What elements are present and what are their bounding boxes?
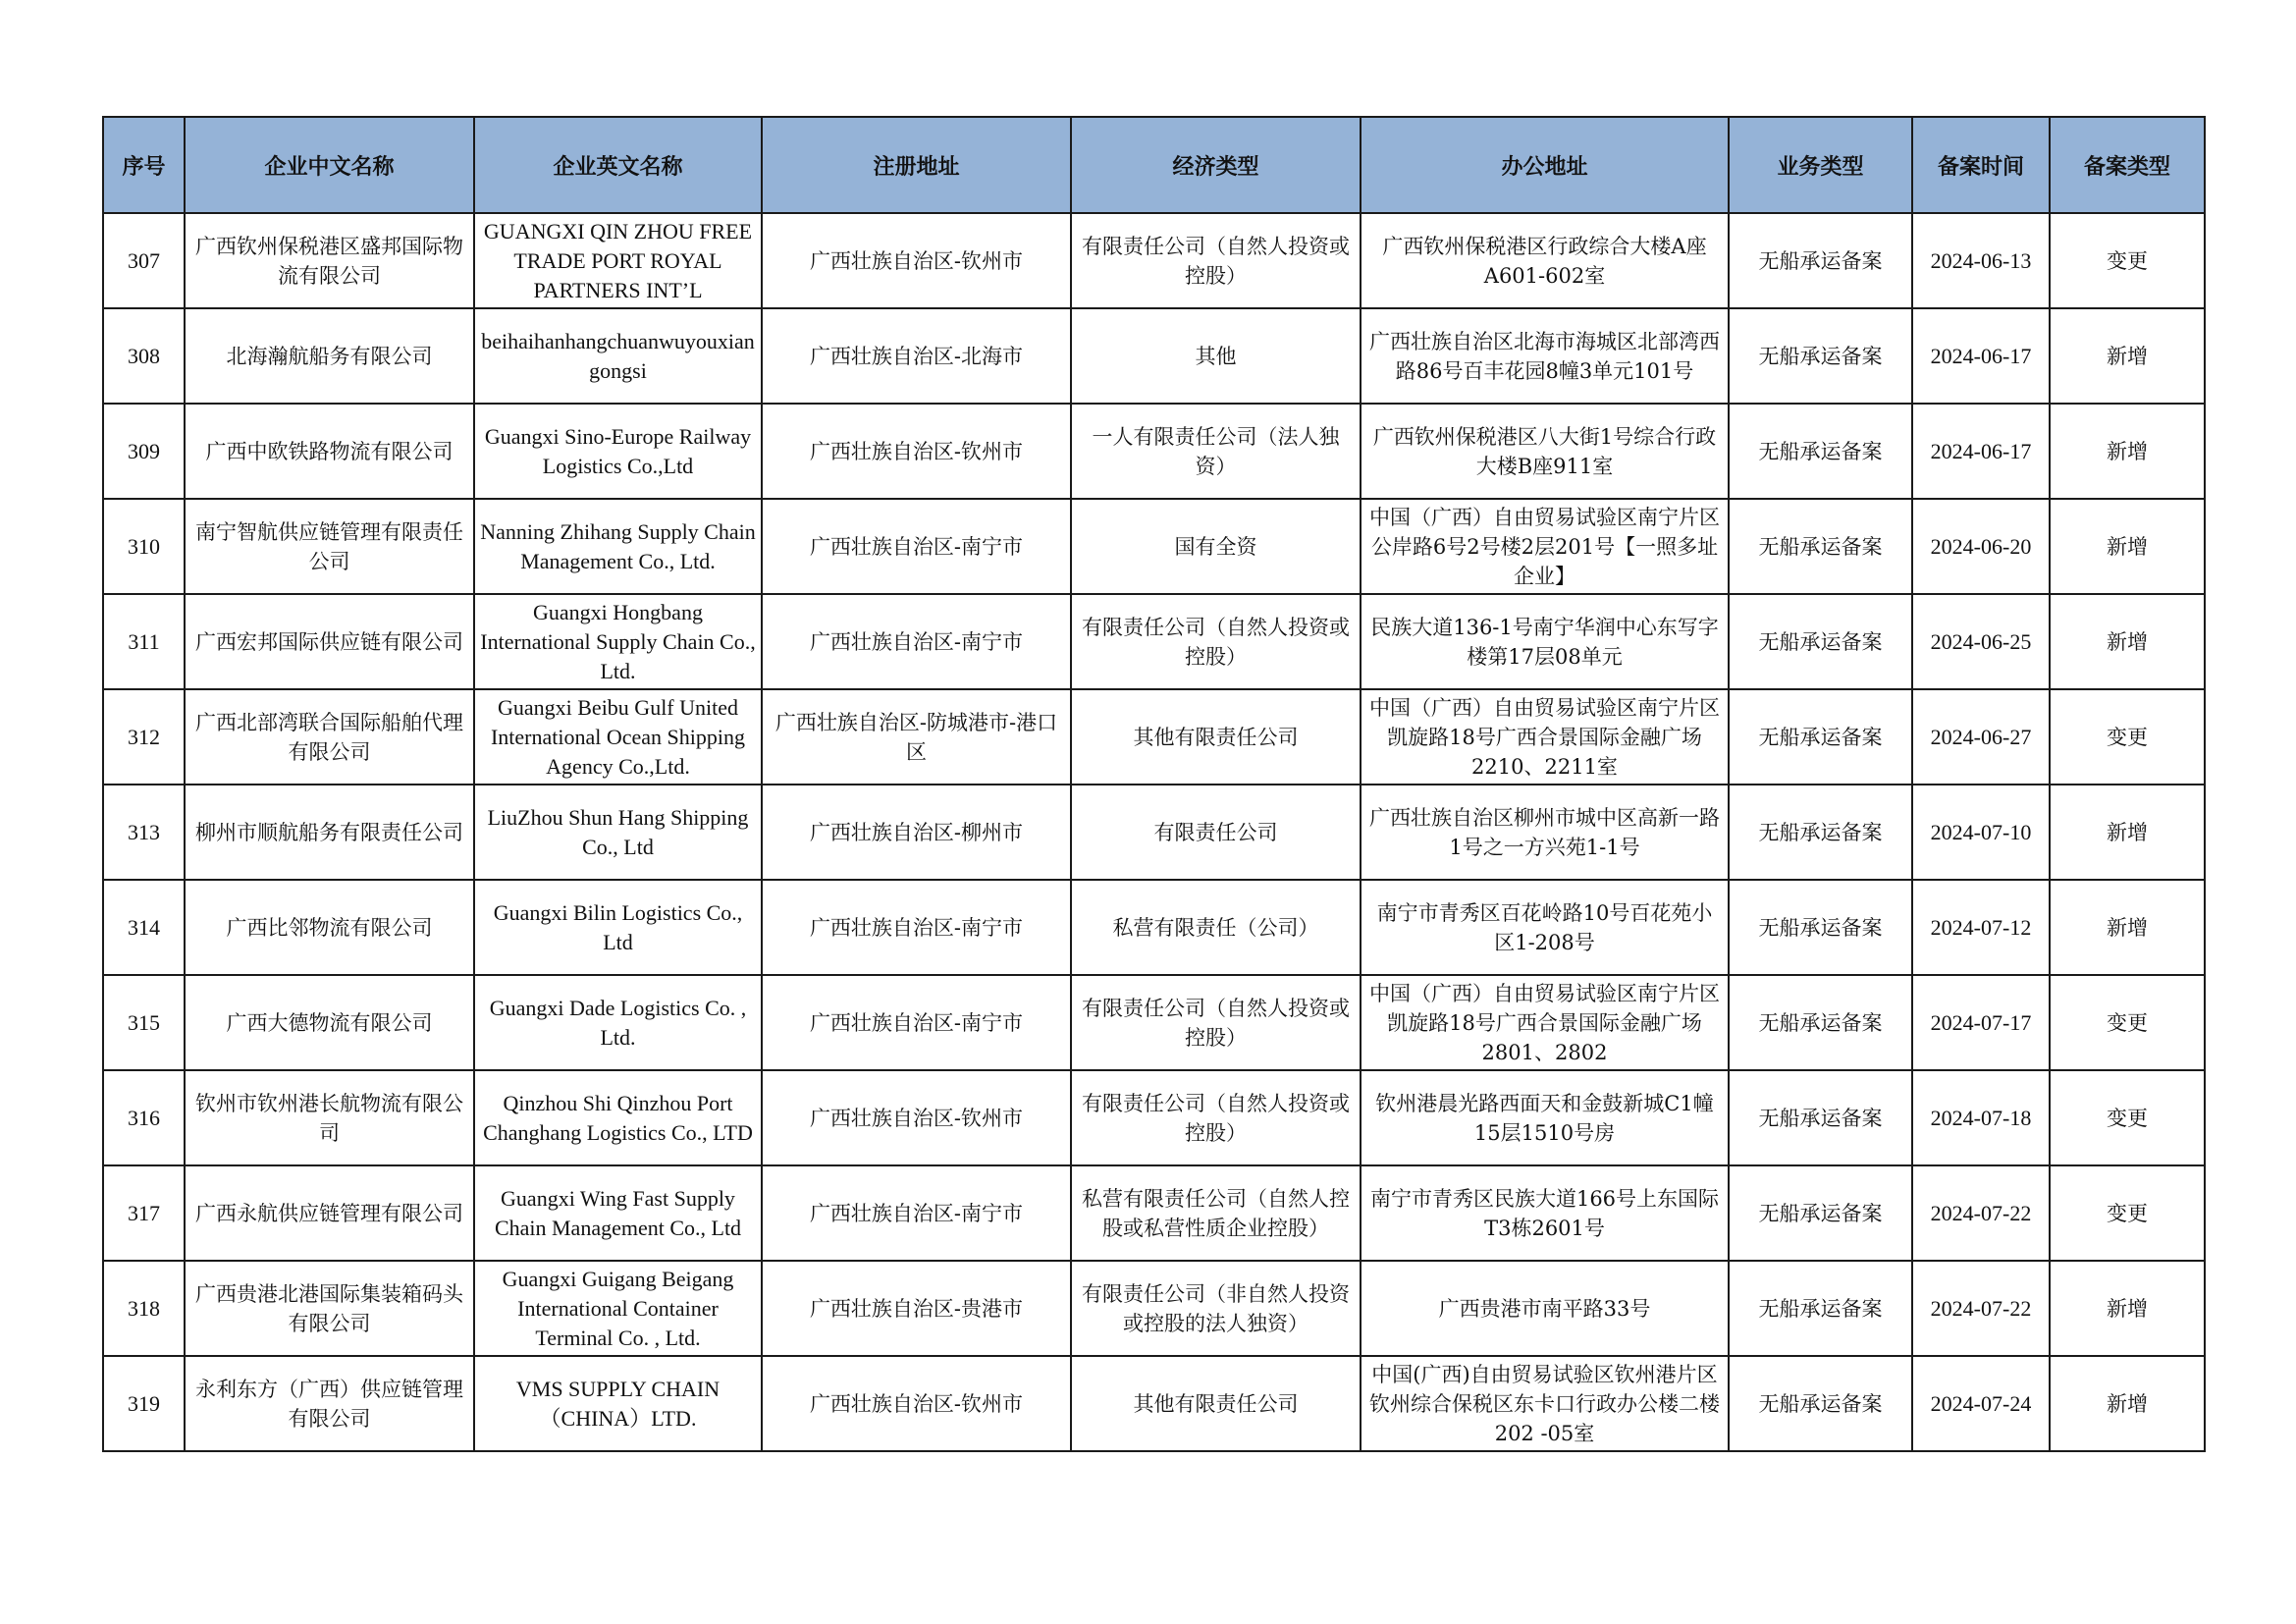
- cell-reg-address: 广西壮族自治区-柳州市: [762, 785, 1071, 880]
- cell-record-type: 新增: [2050, 404, 2205, 499]
- cell-econ-type: 国有全资: [1071, 499, 1361, 594]
- table-row: [103, 308, 2205, 404]
- cell-business-type: 无船承运备案: [1729, 1165, 1912, 1261]
- cell-reg-address: 广西壮族自治区-钦州市: [762, 1070, 1071, 1165]
- cell-reg-address: 广西壮族自治区-钦州市: [762, 213, 1071, 308]
- table-row: [103, 594, 2205, 689]
- cell-business-type: 无船承运备案: [1729, 689, 1912, 785]
- cell-reg-address: 广西壮族自治区-贵港市: [762, 1261, 1071, 1356]
- cell-econ-type: 其他: [1071, 308, 1361, 404]
- header-en-name: 企业英文名称: [474, 117, 762, 213]
- cell-business-type: 无船承运备案: [1729, 594, 1912, 689]
- cell-econ-type: 私营有限责任公司（自然人控股或私营性质企业控股）: [1071, 1165, 1361, 1261]
- cell-office-address: 南宁市青秀区民族大道166号上东国际T3栋2601号: [1361, 1165, 1729, 1261]
- cell-seq: 319: [103, 1356, 185, 1451]
- cell-seq: 307: [103, 213, 185, 308]
- cell-business-type: 无船承运备案: [1729, 1261, 1912, 1356]
- cell-cn-name: 广西永航供应链管理有限公司: [185, 1165, 474, 1261]
- cell-en-name: Guangxi Bilin Logistics Co., Ltd: [474, 880, 762, 975]
- table-row: [103, 689, 2205, 785]
- cell-econ-type: 有限责任公司: [1071, 785, 1361, 880]
- table-row: [103, 1070, 2205, 1165]
- cell-record-type: 新增: [2050, 308, 2205, 404]
- cell-econ-type: 一人有限责任公司（法人独资）: [1071, 404, 1361, 499]
- cell-business-type: 无船承运备案: [1729, 499, 1912, 594]
- table-row: [103, 499, 2205, 594]
- cell-office-address: 中国（广西）自由贸易试验区南宁片区凯旋路18号广西合景国际金融广场2210、2211室: [1361, 689, 1729, 785]
- cell-seq: 308: [103, 308, 185, 404]
- registry-table: [102, 116, 2206, 1452]
- table-row: [103, 1165, 2205, 1261]
- cell-en-name: GUANGXI QIN ZHOU FREE TRADE PORT ROYAL PARTNERS INT’L: [474, 213, 762, 308]
- cell-record-type: 变更: [2050, 1165, 2205, 1261]
- cell-reg-address: 广西壮族自治区-钦州市: [762, 1356, 1071, 1451]
- cell-cn-name: 钦州市钦州港长航物流有限公司: [185, 1070, 474, 1165]
- cell-record-type: 新增: [2050, 785, 2205, 880]
- cell-business-type: 无船承运备案: [1729, 213, 1912, 308]
- header-cn-name: 企业中文名称: [185, 117, 474, 213]
- cell-business-type: 无船承运备案: [1729, 308, 1912, 404]
- cell-office-address: 中国(广西)自由贸易试验区钦州港片区钦州综合保税区东卡口行政办公楼二楼202 -05室: [1361, 1356, 1729, 1451]
- cell-record-date: 2024-06-13: [1912, 213, 2050, 308]
- cell-seq: 316: [103, 1070, 185, 1165]
- cell-record-date: 2024-07-24: [1912, 1356, 2050, 1451]
- cell-record-date: 2024-06-17: [1912, 308, 2050, 404]
- cell-record-date: 2024-06-27: [1912, 689, 2050, 785]
- cell-en-name: VMS SUPPLY CHAIN （CHINA）LTD.: [474, 1356, 762, 1451]
- cell-record-date: 2024-07-17: [1912, 975, 2050, 1070]
- cell-record-type: 变更: [2050, 213, 2205, 308]
- cell-cn-name: 广西中欧铁路物流有限公司: [185, 404, 474, 499]
- cell-en-name: Guangxi Hongbang International Supply Chain Co., Ltd.: [474, 594, 762, 689]
- cell-seq: 315: [103, 975, 185, 1070]
- cell-seq: 313: [103, 785, 185, 880]
- cell-cn-name: 南宁智航供应链管理有限责任公司: [185, 499, 474, 594]
- cell-record-type: 新增: [2050, 880, 2205, 975]
- cell-record-date: 2024-06-25: [1912, 594, 2050, 689]
- cell-econ-type: 有限责任公司（自然人投资或控股）: [1071, 1070, 1361, 1165]
- cell-record-date: 2024-06-17: [1912, 404, 2050, 499]
- cell-en-name: Guangxi Beibu Gulf United International Ocean Shipping Agency Co.,Ltd.: [474, 689, 762, 785]
- cell-en-name: Guangxi Guigang Beigang International Container Terminal Co. , Ltd.: [474, 1261, 762, 1356]
- cell-cn-name: 北海瀚航船务有限公司: [185, 308, 474, 404]
- cell-seq: 309: [103, 404, 185, 499]
- table-row: [103, 880, 2205, 975]
- cell-reg-address: 广西壮族自治区-南宁市: [762, 594, 1071, 689]
- cell-record-date: 2024-07-10: [1912, 785, 2050, 880]
- header-seq: 序号: [103, 117, 185, 213]
- cell-en-name: beihaihanhangchuanwuyouxiangongsi: [474, 308, 762, 404]
- cell-seq: 310: [103, 499, 185, 594]
- cell-office-address: 民族大道136-1号南宁华润中心东写字楼第17层08单元: [1361, 594, 1729, 689]
- cell-cn-name: 广西钦州保税港区盛邦国际物流有限公司: [185, 213, 474, 308]
- cell-cn-name: 广西大德物流有限公司: [185, 975, 474, 1070]
- header-office-address: 办公地址: [1361, 117, 1729, 213]
- table-row: [103, 404, 2205, 499]
- cell-business-type: 无船承运备案: [1729, 404, 1912, 499]
- cell-office-address: 广西壮族自治区柳州市城中区高新一路1号之一方兴苑1-1号: [1361, 785, 1729, 880]
- cell-cn-name: 永利东方（广西）供应链管理有限公司: [185, 1356, 474, 1451]
- cell-business-type: 无船承运备案: [1729, 785, 1912, 880]
- cell-seq: 317: [103, 1165, 185, 1261]
- cell-record-type: 新增: [2050, 499, 2205, 594]
- cell-office-address: 中国（广西）自由贸易试验区南宁片区公岸路6号2号楼2层201号【一照多址企业】: [1361, 499, 1729, 594]
- cell-reg-address: 广西壮族自治区-防城港市-港口区: [762, 689, 1071, 785]
- cell-cn-name: 柳州市顺航船务有限责任公司: [185, 785, 474, 880]
- cell-cn-name: 广西贵港北港国际集装箱码头有限公司: [185, 1261, 474, 1356]
- cell-reg-address: 广西壮族自治区-北海市: [762, 308, 1071, 404]
- cell-reg-address: 广西壮族自治区-南宁市: [762, 499, 1071, 594]
- cell-econ-type: 其他有限责任公司: [1071, 1356, 1361, 1451]
- cell-record-date: 2024-07-22: [1912, 1165, 2050, 1261]
- cell-record-type: 新增: [2050, 1261, 2205, 1356]
- cell-record-type: 变更: [2050, 689, 2205, 785]
- cell-econ-type: 私营有限责任（公司）: [1071, 880, 1361, 975]
- cell-office-address: 广西壮族自治区北海市海城区北部湾西路86号百丰花园8幢3单元101号: [1361, 308, 1729, 404]
- table-row: [103, 975, 2205, 1070]
- cell-cn-name: 广西宏邦国际供应链有限公司: [185, 594, 474, 689]
- header-row: [103, 117, 2205, 213]
- cell-en-name: Nanning Zhihang Supply Chain Management Co., Ltd.: [474, 499, 762, 594]
- cell-office-address: 广西钦州保税港区行政综合大楼A座A601-602室: [1361, 213, 1729, 308]
- cell-record-type: 变更: [2050, 1070, 2205, 1165]
- cell-record-date: 2024-07-22: [1912, 1261, 2050, 1356]
- cell-en-name: Guangxi Dade Logistics Co. , Ltd.: [474, 975, 762, 1070]
- cell-record-date: 2024-06-20: [1912, 499, 2050, 594]
- cell-record-type: 变更: [2050, 975, 2205, 1070]
- table-row: [103, 1356, 2205, 1451]
- cell-cn-name: 广西比邻物流有限公司: [185, 880, 474, 975]
- cell-business-type: 无船承运备案: [1729, 880, 1912, 975]
- cell-econ-type: 有限责任公司（自然人投资或控股）: [1071, 594, 1361, 689]
- header-reg-address: 注册地址: [762, 117, 1071, 213]
- header-record-type: 备案类型: [2050, 117, 2205, 213]
- table-row: [103, 1261, 2205, 1356]
- cell-econ-type: 有限责任公司（自然人投资或控股）: [1071, 975, 1361, 1070]
- header-econ-type: 经济类型: [1071, 117, 1361, 213]
- cell-record-type: 新增: [2050, 594, 2205, 689]
- cell-en-name: Qinzhou Shi Qinzhou Port Changhang Logistics Co., LTD: [474, 1070, 762, 1165]
- cell-reg-address: 广西壮族自治区-南宁市: [762, 975, 1071, 1070]
- cell-seq: 311: [103, 594, 185, 689]
- cell-office-address: 南宁市青秀区百花岭路10号百花苑小区1-208号: [1361, 880, 1729, 975]
- cell-office-address: 钦州港晨光路西面天和金鼓新城C1幢15层1510号房: [1361, 1070, 1729, 1165]
- cell-econ-type: 有限责任公司（非自然人投资或控股的法人独资）: [1071, 1261, 1361, 1356]
- cell-business-type: 无船承运备案: [1729, 975, 1912, 1070]
- cell-business-type: 无船承运备案: [1729, 1356, 1912, 1451]
- cell-seq: 314: [103, 880, 185, 975]
- table-body: [103, 213, 2205, 1451]
- cell-office-address: 广西钦州保税港区八大街1号综合行政大楼B座911室: [1361, 404, 1729, 499]
- cell-record-type: 新增: [2050, 1356, 2205, 1451]
- cell-reg-address: 广西壮族自治区-钦州市: [762, 404, 1071, 499]
- header-business-type: 业务类型: [1729, 117, 1912, 213]
- cell-business-type: 无船承运备案: [1729, 1070, 1912, 1165]
- cell-en-name: LiuZhou Shun Hang Shipping Co., Ltd: [474, 785, 762, 880]
- cell-cn-name: 广西北部湾联合国际船舶代理有限公司: [185, 689, 474, 785]
- cell-econ-type: 有限责任公司（自然人投资或控股）: [1071, 213, 1361, 308]
- cell-en-name: Guangxi Wing Fast Supply Chain Management Co., Ltd: [474, 1165, 762, 1261]
- cell-reg-address: 广西壮族自治区-南宁市: [762, 1165, 1071, 1261]
- cell-office-address: 中国（广西）自由贸易试验区南宁片区凯旋路18号广西合景国际金融广场2801、2802: [1361, 975, 1729, 1070]
- table-row: [103, 785, 2205, 880]
- header-record-date: 备案时间: [1912, 117, 2050, 213]
- cell-seq: 318: [103, 1261, 185, 1356]
- cell-en-name: Guangxi Sino-Europe Railway Logistics Co.,Ltd: [474, 404, 762, 499]
- cell-econ-type: 其他有限责任公司: [1071, 689, 1361, 785]
- cell-reg-address: 广西壮族自治区-南宁市: [762, 880, 1071, 975]
- cell-seq: 312: [103, 689, 185, 785]
- cell-record-date: 2024-07-12: [1912, 880, 2050, 975]
- cell-record-date: 2024-07-18: [1912, 1070, 2050, 1165]
- cell-office-address: 广西贵港市南平路33号: [1361, 1261, 1729, 1356]
- table-row: [103, 213, 2205, 308]
